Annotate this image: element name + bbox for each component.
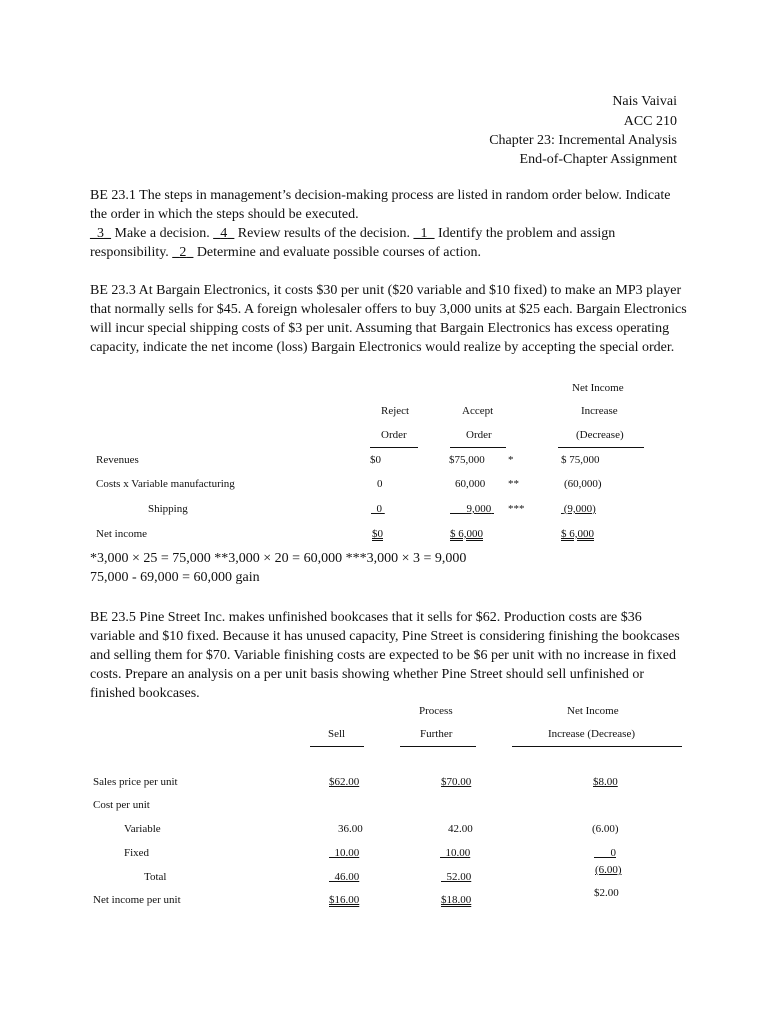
be235-cell-sell: 10.00 (334, 847, 360, 859)
be235-cell-process: 52.00 (446, 871, 472, 883)
be233-cell-mark: ** (508, 478, 519, 490)
be233-cell-reject: 0 (377, 478, 383, 490)
be233-cell-accept: 60,000 (455, 478, 486, 490)
be235-cell-sell: $16.00 (329, 894, 360, 906)
be233-header-accept-1: Accept (462, 405, 494, 417)
be233-cell-accept: 9,000 (466, 503, 492, 515)
be235-cell-net: $2.00 (594, 887, 619, 899)
be235-cell-net: (6.00) (595, 864, 622, 876)
be231-answer-2: _4_ (213, 226, 235, 241)
be233-header-rule-reject (370, 447, 418, 448)
be233-header-reject-1: Reject (381, 405, 410, 417)
be233-cell-net: $ 75,000 (561, 454, 600, 466)
be233-cell-reject: 0 (376, 503, 382, 515)
be235-row-label: Variable (124, 823, 161, 835)
be235-row-label: Cost per unit (93, 799, 150, 811)
be233-cell-reject: $0 (370, 454, 381, 466)
be233-header-net-1: Net Income (572, 382, 624, 394)
be233-header-net-2: Increase (581, 405, 618, 417)
be233-row-label: Net income (96, 528, 148, 540)
be233-cell-accept: $75,000 (449, 454, 485, 466)
be233-gain-note: 75,000 - 69,000 = 60,000 gain (90, 570, 260, 585)
be233-header-net-3: (Decrease) (576, 429, 624, 441)
be235-cell-sell: $62.00 (329, 776, 360, 788)
chapter-title: Chapter 23: Incremental Analysis (489, 133, 677, 148)
be235-cell-process: 42.00 (448, 823, 473, 835)
assignment-title: End-of-Chapter Assignment (519, 152, 677, 167)
be231-step-2: Review results of the decision. (234, 226, 414, 241)
be233-row-label: Revenues (96, 454, 139, 466)
be233-question: BE 23.3 At Bargain Electronics, it costs $30 per unit ($20 variable and $10 fixed) to make an MP3 player that normally sells for $45. A foreign wholesaler offers to buy 3,000 units at $25 each. Bargain Electronics will incur special shipping costs of $3 per unit. Assuming that Bargain Electronics has excess operating capacity, indicate the net income (loss) Bargain Electronics would realize by accepting the special order. (90, 283, 687, 355)
be231-answer-1: _3_ (90, 226, 111, 241)
be231-step-3: Identify the problem and assign responsibility. (90, 226, 616, 260)
be231-question (90, 186, 690, 262)
be231-answer-4: _2_ (172, 245, 194, 260)
be233-cell-net: (60,000) (564, 478, 602, 490)
course-code: ACC 210 (623, 114, 677, 129)
be233-cell-net: (9,000) (563, 503, 596, 515)
be233-header-reject-2: Order (381, 429, 407, 441)
be233-cell-mark: *** (508, 503, 525, 515)
be233-cell-net: $ 6,000 (561, 528, 594, 540)
be231-answer-3: _1_ (413, 226, 435, 241)
be233-header-rule-accept (450, 447, 506, 448)
be235-row-label: Sales price per unit (93, 776, 178, 788)
be235-header-rule-net (512, 746, 682, 747)
be231-prompt: BE 23.1 The steps in management’s decision-making process are listed in random order below. Indicate the order in which the steps should be executed. (90, 188, 671, 222)
be233-cell-mark: * (508, 454, 514, 466)
author-name: Nais Vaivai (612, 94, 677, 109)
be235-cell-sell: 36.00 (338, 823, 363, 835)
be235-header-rule-sell (310, 746, 364, 747)
be235-header-sell: Sell (328, 728, 346, 740)
be231-step-1: Make a decision. (111, 226, 214, 241)
be235-cell-process: $70.00 (441, 776, 472, 788)
be235-cell-process: 10.00 (445, 847, 471, 859)
be235-cell-sell: 46.00 (334, 871, 360, 883)
be233-calc-note: *3,000 × 25 = 75,000 **3,000 × 20 = 60,000 ***3,000 × 3 = 9,000 (90, 551, 467, 566)
be233-cell-reject: $0 (372, 528, 383, 540)
be235-header-rule-process (400, 746, 476, 747)
be235-cell-net: (6.00) (592, 823, 619, 835)
be233-row-label: Shipping (148, 503, 188, 515)
be235-header-process-1: Process (419, 705, 453, 717)
be235-cell-process: $18.00 (441, 894, 472, 906)
be235-row-label: Total (144, 871, 167, 883)
be235-cell-net: 0 (610, 847, 616, 859)
be231-step-4: Determine and evaluate possible courses of action. (193, 245, 481, 260)
be235-header-net-1: Net Income (567, 705, 619, 717)
be233-cell-accept: $ 6,000 (450, 528, 483, 540)
be233-header-accept-2: Order (466, 429, 492, 441)
be235-header-process-2: Further (420, 728, 453, 740)
be235-cell-net: $8.00 (593, 776, 618, 788)
be233-row-label: Costs x Variable manufacturing (96, 478, 235, 490)
be233-header-rule-net (558, 447, 644, 448)
be235-row-label: Fixed (124, 847, 150, 859)
be235-row-label: Net income per unit (93, 894, 181, 906)
be235-header-net-2: Increase (Decrease) (548, 728, 636, 740)
be235-question: BE 23.5 Pine Street Inc. makes unfinished bookcases that it sells for $62. Production costs are $36 variable and $10 fixed. Because it has unused capacity, Pine Street is considering finishing the bookcases and selling them for $70. Variable finishing costs are expected to be $6 per unit with no increase in fixed costs. Prepare an analysis on a per unit basis showing whether Pine Street should sell unfinished or finished bookcases. (90, 610, 680, 701)
